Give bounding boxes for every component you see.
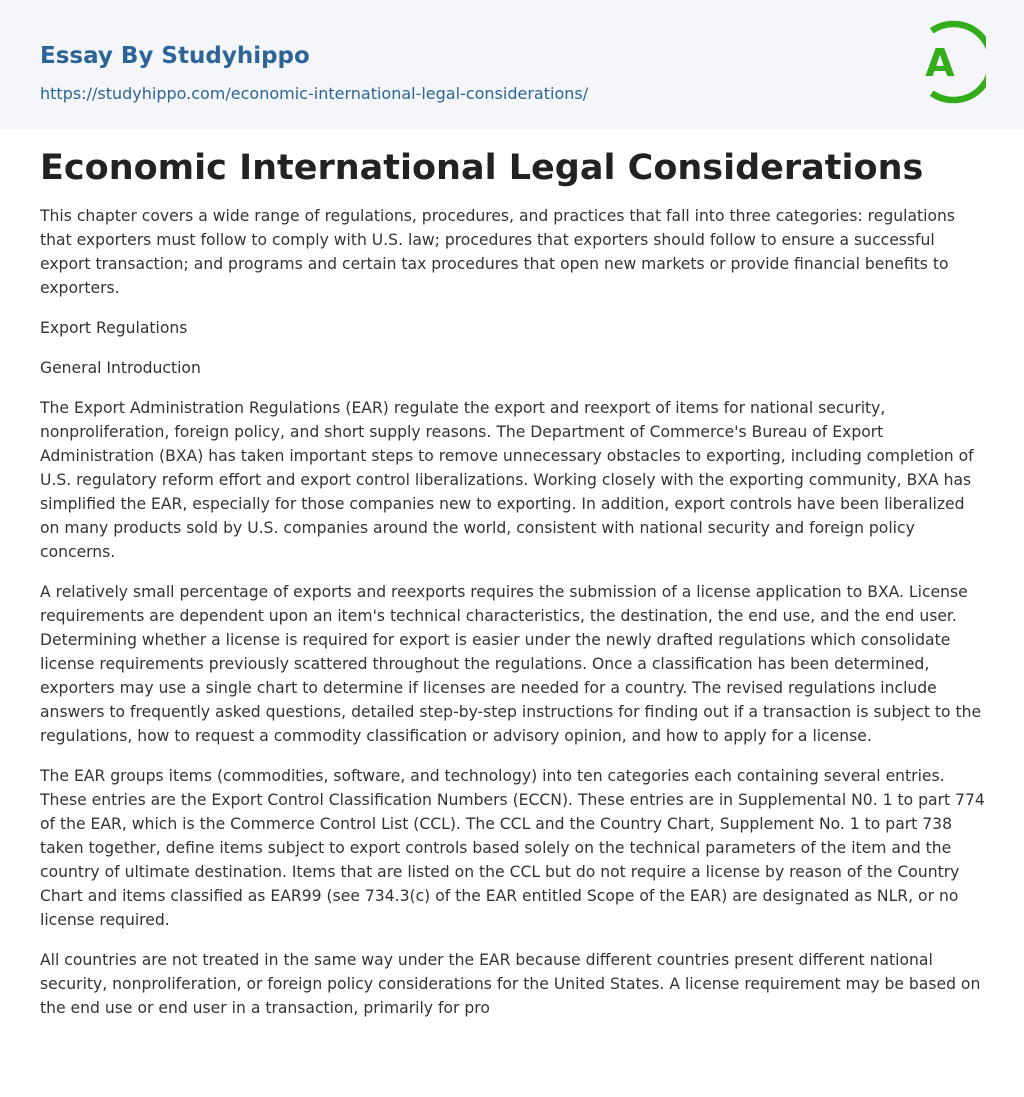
logo-letter: A	[925, 41, 955, 85]
source-url-link[interactable]: https://studyhippo.com/economic-international-legal-considerations/	[40, 84, 589, 103]
article-paragraph: This chapter covers a wide range of regulations, procedures, and practices that fall into three categories: regulations that exporters must follow to comply with U.S. law; procedures that exporters should follow to ensure a successful export transaction; and programs and certain tax procedures that open new markets or provide financial benefits to exporters.	[40, 207, 955, 297]
section-heading-general-introduction: General Introduction	[40, 359, 201, 377]
site-header	[0, 0, 1024, 129]
article-paragraph: The EAR groups items (commodities, software, and technology) into ten categories each containing several entries. These entries are the Export Control Classification Numbers (ECCN). These entries are in Supplemental N0. 1 to part 774 of the EAR, which is the Commerce Control List (CCL). The CCL and the Country Chart, Supplement No. 1 to part 738 taken together, define items subject to export controls based solely on the technical parameters of the item and the country of ultimate destination. Items that are listed on the CCL but do not require a license by reason of the Country Chart and items classified as EAR99 (see 734.3(c) of the EAR entitled Scope of the EAR) are designated as NLR, or no license required.	[40, 767, 985, 929]
brand-title: Essay By Studyhippo	[40, 43, 310, 69]
studyhippo-logo-icon[interactable]	[912, 20, 986, 104]
section-heading-export-regulations: Export Regulations	[40, 319, 188, 337]
article-paragraph: The Export Administration Regulations (EAR) regulate the export and reexport of items for national security, nonproliferation, foreign policy, and short supply reasons. The Department of Commerce's Bureau of Export Administration (BXA) has taken important steps to remove unnecessary obstacles to exporting, including completion of U.S. regulatory reform effort and export control liberalizations. Working closely with the exporting community, BXA has simplified the EAR, especially for those companies new to exporting. In addition, export controls have been liberalized on many products sold by U.S. companies around the world, consistent with national security and foreign policy concerns.	[40, 399, 974, 561]
page-title: Economic International Legal Considerations	[40, 148, 924, 188]
article-paragraph: A relatively small percentage of exports and reexports requires the submission of a license application to BXA. License requirements are dependent upon an item's technical characteristics, the destination, the end use, and the end user. Determining whether a license is required for export is easier under the newly drafted regulations which consolidate license requirements previously scattered throughout the regulations. Once a classification has been determined, exporters may use a single chart to determine if licenses are needed for a country. The revised regulations include answers to frequently asked questions, detailed step-by-step instructions for finding out if a transaction is subject to the regulations, how to request a commodity classification or advisory opinion, and how to apply for a license.	[40, 583, 982, 745]
article	[40, 146, 986, 1036]
article-paragraph: All countries are not treated in the same way under the EAR because different countries present different national security, nonproliferation, or foreign policy considerations for the United States. A license requirement may be based on the end use or end user in a transaction, primarily for pro	[40, 951, 981, 1017]
